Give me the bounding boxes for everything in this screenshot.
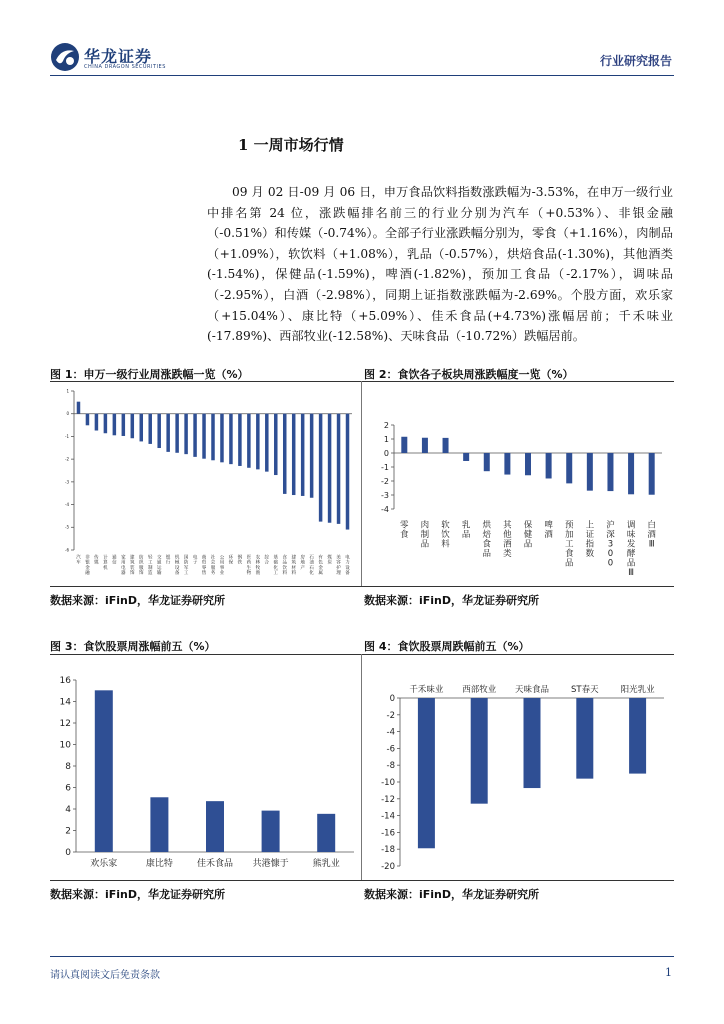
category-label: 基础化工	[273, 555, 279, 577]
bar	[463, 453, 469, 461]
figure-4-title: 图 4：食饮股票周跌幅前五（%）	[364, 640, 530, 653]
y-tick-label: -3	[65, 479, 69, 485]
bar	[95, 690, 113, 852]
category-label: 零食	[400, 520, 409, 540]
y-tick-label: -14	[381, 811, 395, 822]
category-label: 综合	[264, 555, 270, 566]
bar	[337, 414, 341, 524]
category-label: 计算机	[103, 555, 108, 571]
bar	[546, 453, 552, 478]
bar	[346, 414, 350, 530]
bar	[256, 414, 260, 470]
category-label: 软饮料	[441, 520, 450, 550]
bar	[193, 414, 197, 457]
y-tick-label: -16	[381, 828, 395, 839]
category-label: 钢铁	[237, 555, 243, 566]
bar	[202, 414, 206, 459]
bar	[229, 414, 233, 464]
bar	[587, 453, 593, 491]
category-label: 食品饮料	[282, 555, 287, 577]
category-label: 欢乐家	[90, 859, 118, 869]
y-tick-label: -2	[386, 710, 395, 721]
company-logo-text: 华龙证券	[84, 47, 153, 66]
chart-3	[52, 668, 358, 876]
bar	[283, 414, 287, 494]
bar	[607, 453, 613, 491]
category-label: 有色金属	[318, 555, 323, 577]
y-tick-label: -8	[386, 761, 395, 772]
category-label: 西部牧业	[462, 685, 497, 695]
header-divider	[50, 75, 674, 76]
company-logo-subtitle: CHINA DRAGON SECURITIES	[84, 64, 166, 70]
body-paragraph	[207, 182, 673, 347]
category-label: 预加工食品	[564, 520, 574, 569]
category-label: 传媒	[94, 555, 99, 566]
bar	[274, 414, 278, 475]
chart-4	[364, 668, 670, 878]
category-label: 保健品	[523, 520, 533, 550]
y-tick-label: -1	[381, 462, 389, 472]
category-label: 美容护理	[336, 555, 341, 577]
bar	[629, 698, 646, 774]
bar	[86, 414, 90, 426]
bar	[524, 698, 541, 788]
category-label: 非银金融	[85, 555, 90, 577]
y-tick-label: 2	[383, 420, 389, 430]
bar	[401, 437, 407, 453]
category-label: 房地产	[300, 555, 305, 571]
bar	[525, 453, 531, 475]
figure-row-1-divider	[361, 381, 362, 586]
bar	[504, 453, 510, 475]
y-tick-label: -2	[381, 476, 389, 486]
category-label: 家用电器	[121, 555, 126, 577]
y-tick-label: -18	[381, 845, 395, 856]
figure-3-source: 数据来源：iFinD，华龙证券研究所	[50, 888, 226, 901]
bar	[418, 698, 435, 848]
category-label: 天味食品	[514, 685, 550, 695]
bar	[220, 414, 224, 463]
bar	[566, 453, 572, 483]
y-tick-label: 0	[389, 693, 395, 704]
category-label: 石油石化	[309, 555, 314, 577]
bar	[175, 414, 179, 453]
category-label: 公用事业	[219, 555, 225, 577]
category-label: 国防军工	[183, 555, 189, 577]
category-label: 环保	[228, 555, 234, 566]
chart-2	[364, 415, 670, 585]
category-label: 康比特	[145, 859, 173, 869]
bar	[443, 438, 449, 453]
bar	[317, 814, 335, 852]
category-label: 千禾味业	[409, 685, 444, 695]
y-tick-label: -4	[381, 504, 389, 514]
y-tick-label: -2	[65, 456, 69, 462]
category-label: 医药生物	[246, 555, 252, 577]
category-label: 肉制品	[420, 520, 430, 550]
bar	[95, 414, 99, 431]
bar	[649, 453, 655, 495]
chart-1	[52, 385, 358, 583]
bar	[292, 414, 296, 495]
category-label: 商贸零售	[201, 555, 207, 577]
y-tick-label: 1	[66, 388, 69, 394]
bar	[238, 414, 242, 466]
y-tick-label: 10	[59, 740, 71, 751]
figure-3-title: 图 3：食饮股票周涨幅前五（%）	[50, 640, 216, 653]
y-tick-label: -6	[65, 547, 69, 553]
category-label: 上证指数	[585, 520, 595, 559]
category-label: 机械设备	[174, 555, 180, 577]
category-label: 电子	[192, 555, 198, 566]
category-label: 银行	[165, 555, 171, 566]
bar	[184, 414, 188, 454]
figure-row-2-divider	[361, 654, 362, 880]
figure-2-title: 图 2：食饮各子板块周涨跌幅度一览（%）	[364, 368, 574, 381]
figure-1-title: 图 1：申万一级行业周涨跌幅一览（%）	[50, 368, 249, 381]
bar	[104, 414, 108, 434]
bar	[150, 797, 168, 852]
category-label: 轻工制造	[147, 555, 153, 577]
figure-4-source: 数据来源：iFinD，华龙证券研究所	[364, 888, 540, 901]
bar	[77, 402, 81, 414]
figure-1-source: 数据来源：iFinD，华龙证券研究所	[50, 594, 226, 607]
bar	[262, 811, 280, 852]
bar	[628, 453, 634, 494]
footer-divider	[50, 956, 674, 957]
bar	[576, 698, 593, 779]
category-label: 烘焙食品	[482, 520, 492, 559]
figure-2-source: 数据来源：iFinD，华龙证券研究所	[364, 594, 540, 607]
bar	[206, 801, 224, 852]
y-tick-label: 14	[59, 697, 71, 708]
y-tick-label: 16	[59, 676, 71, 687]
category-label: ST春天	[571, 685, 599, 695]
category-label: 啤酒	[544, 520, 553, 540]
page-number: 1	[665, 966, 672, 979]
y-tick-label: 0	[65, 848, 71, 859]
bar	[301, 414, 305, 496]
paragraph-text: 09 月 02 日-09 月 06 日，申万食品饮料指数涨跌幅为-3.53%，在申万一级行业中排名第 24 位，涨跌幅排名前三的行业分别为汽车（+0.53%）、非银金融（-0.51%）和传媒（-0.74%）。全部子行业涨跌幅分别为，零食（+1.16%），肉制品（+1.09%），软饮料（+1.08%），乳品（-0.57%），烘焙食品(-1.30%)，其他酒类(-1.54%)，保健品(-1.59%)，啤酒(-1.82%)，预加工食品（-2.17%），调味品（-2.95%），白酒（-2.98%），同期上证指数涨跌幅为-2.69%。个股方面，欢乐家（+15.04%）、康比特（+5.09%）、佳禾食品(+4.73%)涨幅居前；千禾味业(-17.89%)、西部牧业(-12.58%)、天味食品（-10.72%）跌幅居前。	[207, 185, 673, 344]
category-label: 农林牧渔	[255, 555, 261, 577]
figure-row-1-top-rule	[50, 381, 674, 382]
y-tick-label: -12	[381, 794, 395, 805]
category-label: 通信	[112, 555, 117, 566]
category-label: 汽车	[76, 555, 81, 566]
y-tick-label: 0	[66, 411, 69, 417]
category-label: 电力设备	[345, 555, 350, 577]
category-label: 建筑材料	[291, 555, 296, 577]
bar	[310, 414, 314, 498]
bar	[131, 414, 135, 439]
category-label: 白酒 Ⅲ	[647, 520, 656, 550]
category-label: 纺织服饰	[139, 555, 144, 577]
y-tick-label: -3	[381, 490, 389, 500]
y-tick-label: -1	[65, 433, 69, 439]
company-logo-icon	[50, 42, 80, 72]
bar	[319, 414, 323, 522]
bar	[122, 414, 126, 436]
footer-disclaimer: 请认真阅读文后免责条款	[50, 970, 160, 981]
bar	[484, 453, 490, 471]
y-tick-label: -5	[65, 524, 69, 530]
y-tick-label: 6	[65, 783, 71, 794]
y-tick-label: -20	[381, 861, 395, 872]
y-tick-label: 2	[65, 826, 71, 837]
y-tick-label: 4	[65, 805, 71, 816]
bar	[328, 414, 332, 523]
category-label: 乳品	[461, 520, 471, 540]
y-tick-label: -10	[381, 777, 395, 788]
category-label: 佳禾食品	[196, 859, 234, 869]
y-tick-label: 1	[383, 434, 389, 444]
figure-row-1-bottom-rule	[50, 586, 674, 587]
figure-row-2-top-rule	[50, 654, 674, 655]
bar	[471, 698, 488, 804]
bar	[113, 414, 117, 436]
category-label: 其他酒类	[503, 520, 512, 559]
report-type-label: 行业研究报告	[599, 54, 672, 68]
category-label: 熊乳业	[312, 859, 340, 869]
bar	[166, 414, 170, 452]
bar	[211, 414, 215, 461]
category-label: 交通运输	[156, 555, 162, 577]
bar	[265, 414, 269, 472]
category-label: 煤炭	[327, 555, 332, 566]
y-tick-label: 12	[59, 719, 71, 730]
y-tick-label: 8	[65, 762, 71, 773]
category-label: 建筑装饰	[130, 555, 135, 577]
bar	[148, 414, 152, 444]
bar	[422, 438, 428, 453]
bar	[157, 414, 161, 448]
section-title: 1 一周市场行情	[238, 136, 344, 154]
y-tick-label: -4	[386, 727, 395, 738]
category-label: 阳光乳业	[620, 685, 655, 695]
category-label: 沪深 3 0 0	[606, 520, 615, 569]
bar	[247, 414, 251, 468]
y-tick-label: 0	[383, 448, 389, 458]
figure-row-2-bottom-rule	[50, 880, 674, 881]
y-tick-label: -4	[65, 501, 69, 507]
category-label: 调味发酵品 Ⅲ	[626, 520, 636, 578]
category-label: 社会服务	[210, 555, 216, 577]
y-tick-label: -6	[386, 744, 395, 755]
category-label: 共港慷于	[252, 859, 289, 869]
bar	[140, 414, 144, 442]
